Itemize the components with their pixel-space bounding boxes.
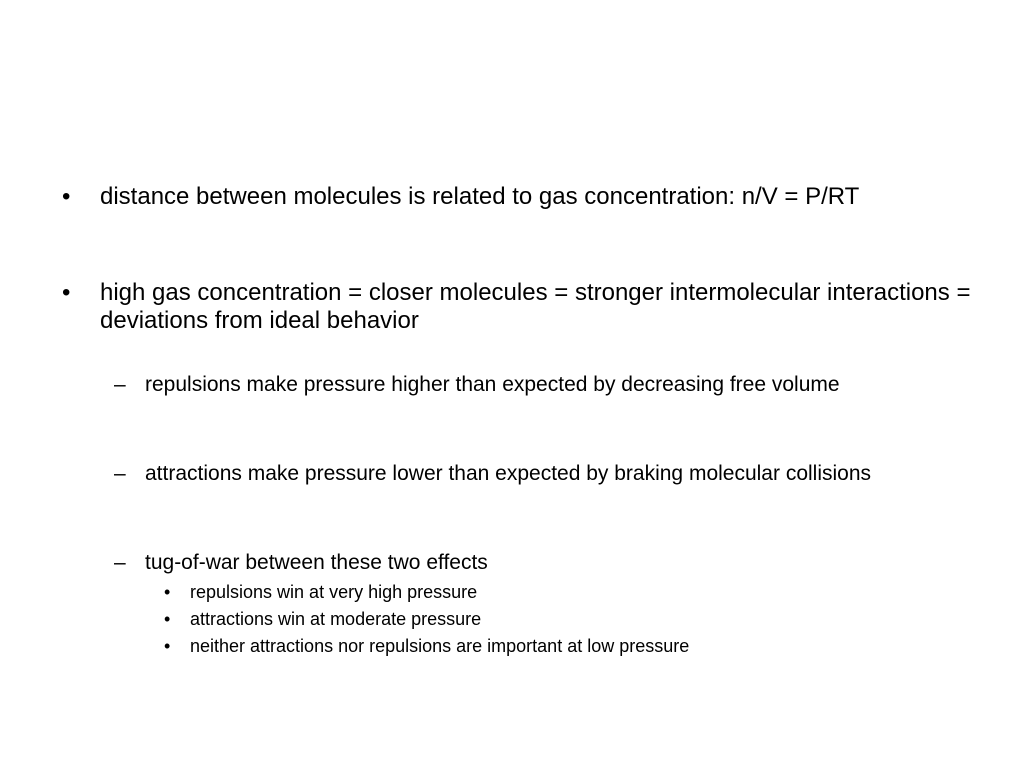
- sub-subitem-text: neither attractions nor repulsions are important at low pressure: [190, 636, 690, 656]
- sub-subitem-text: attractions win at moderate pressure: [190, 609, 482, 629]
- dash-marker: –: [114, 462, 126, 485]
- bullet-text: distance between molecules is related to gas concentration: n/V = P/RT: [100, 183, 860, 210]
- bullet-marker: •: [164, 636, 171, 656]
- bullet-marker: •: [164, 582, 171, 602]
- bullet-marker: •: [62, 183, 71, 210]
- sub-subitem-text: repulsions win at very high pressure: [190, 582, 478, 602]
- subitem-text: repulsions make pressure higher than expected by decreasing free volume: [145, 373, 840, 396]
- bullet-marker: •: [164, 609, 171, 629]
- dash-marker: –: [114, 373, 126, 396]
- subitem-text: tug-of-war between these two effects: [145, 551, 488, 574]
- dash-marker: –: [114, 551, 126, 574]
- bullet-marker: •: [62, 279, 71, 306]
- subitem-text: attractions make pressure lower than expected by braking molecular collisions: [145, 462, 872, 485]
- bullet-text: high gas concentration = closer molecules = stronger intermolecular interactions = deviations from ideal behavior: [100, 279, 971, 334]
